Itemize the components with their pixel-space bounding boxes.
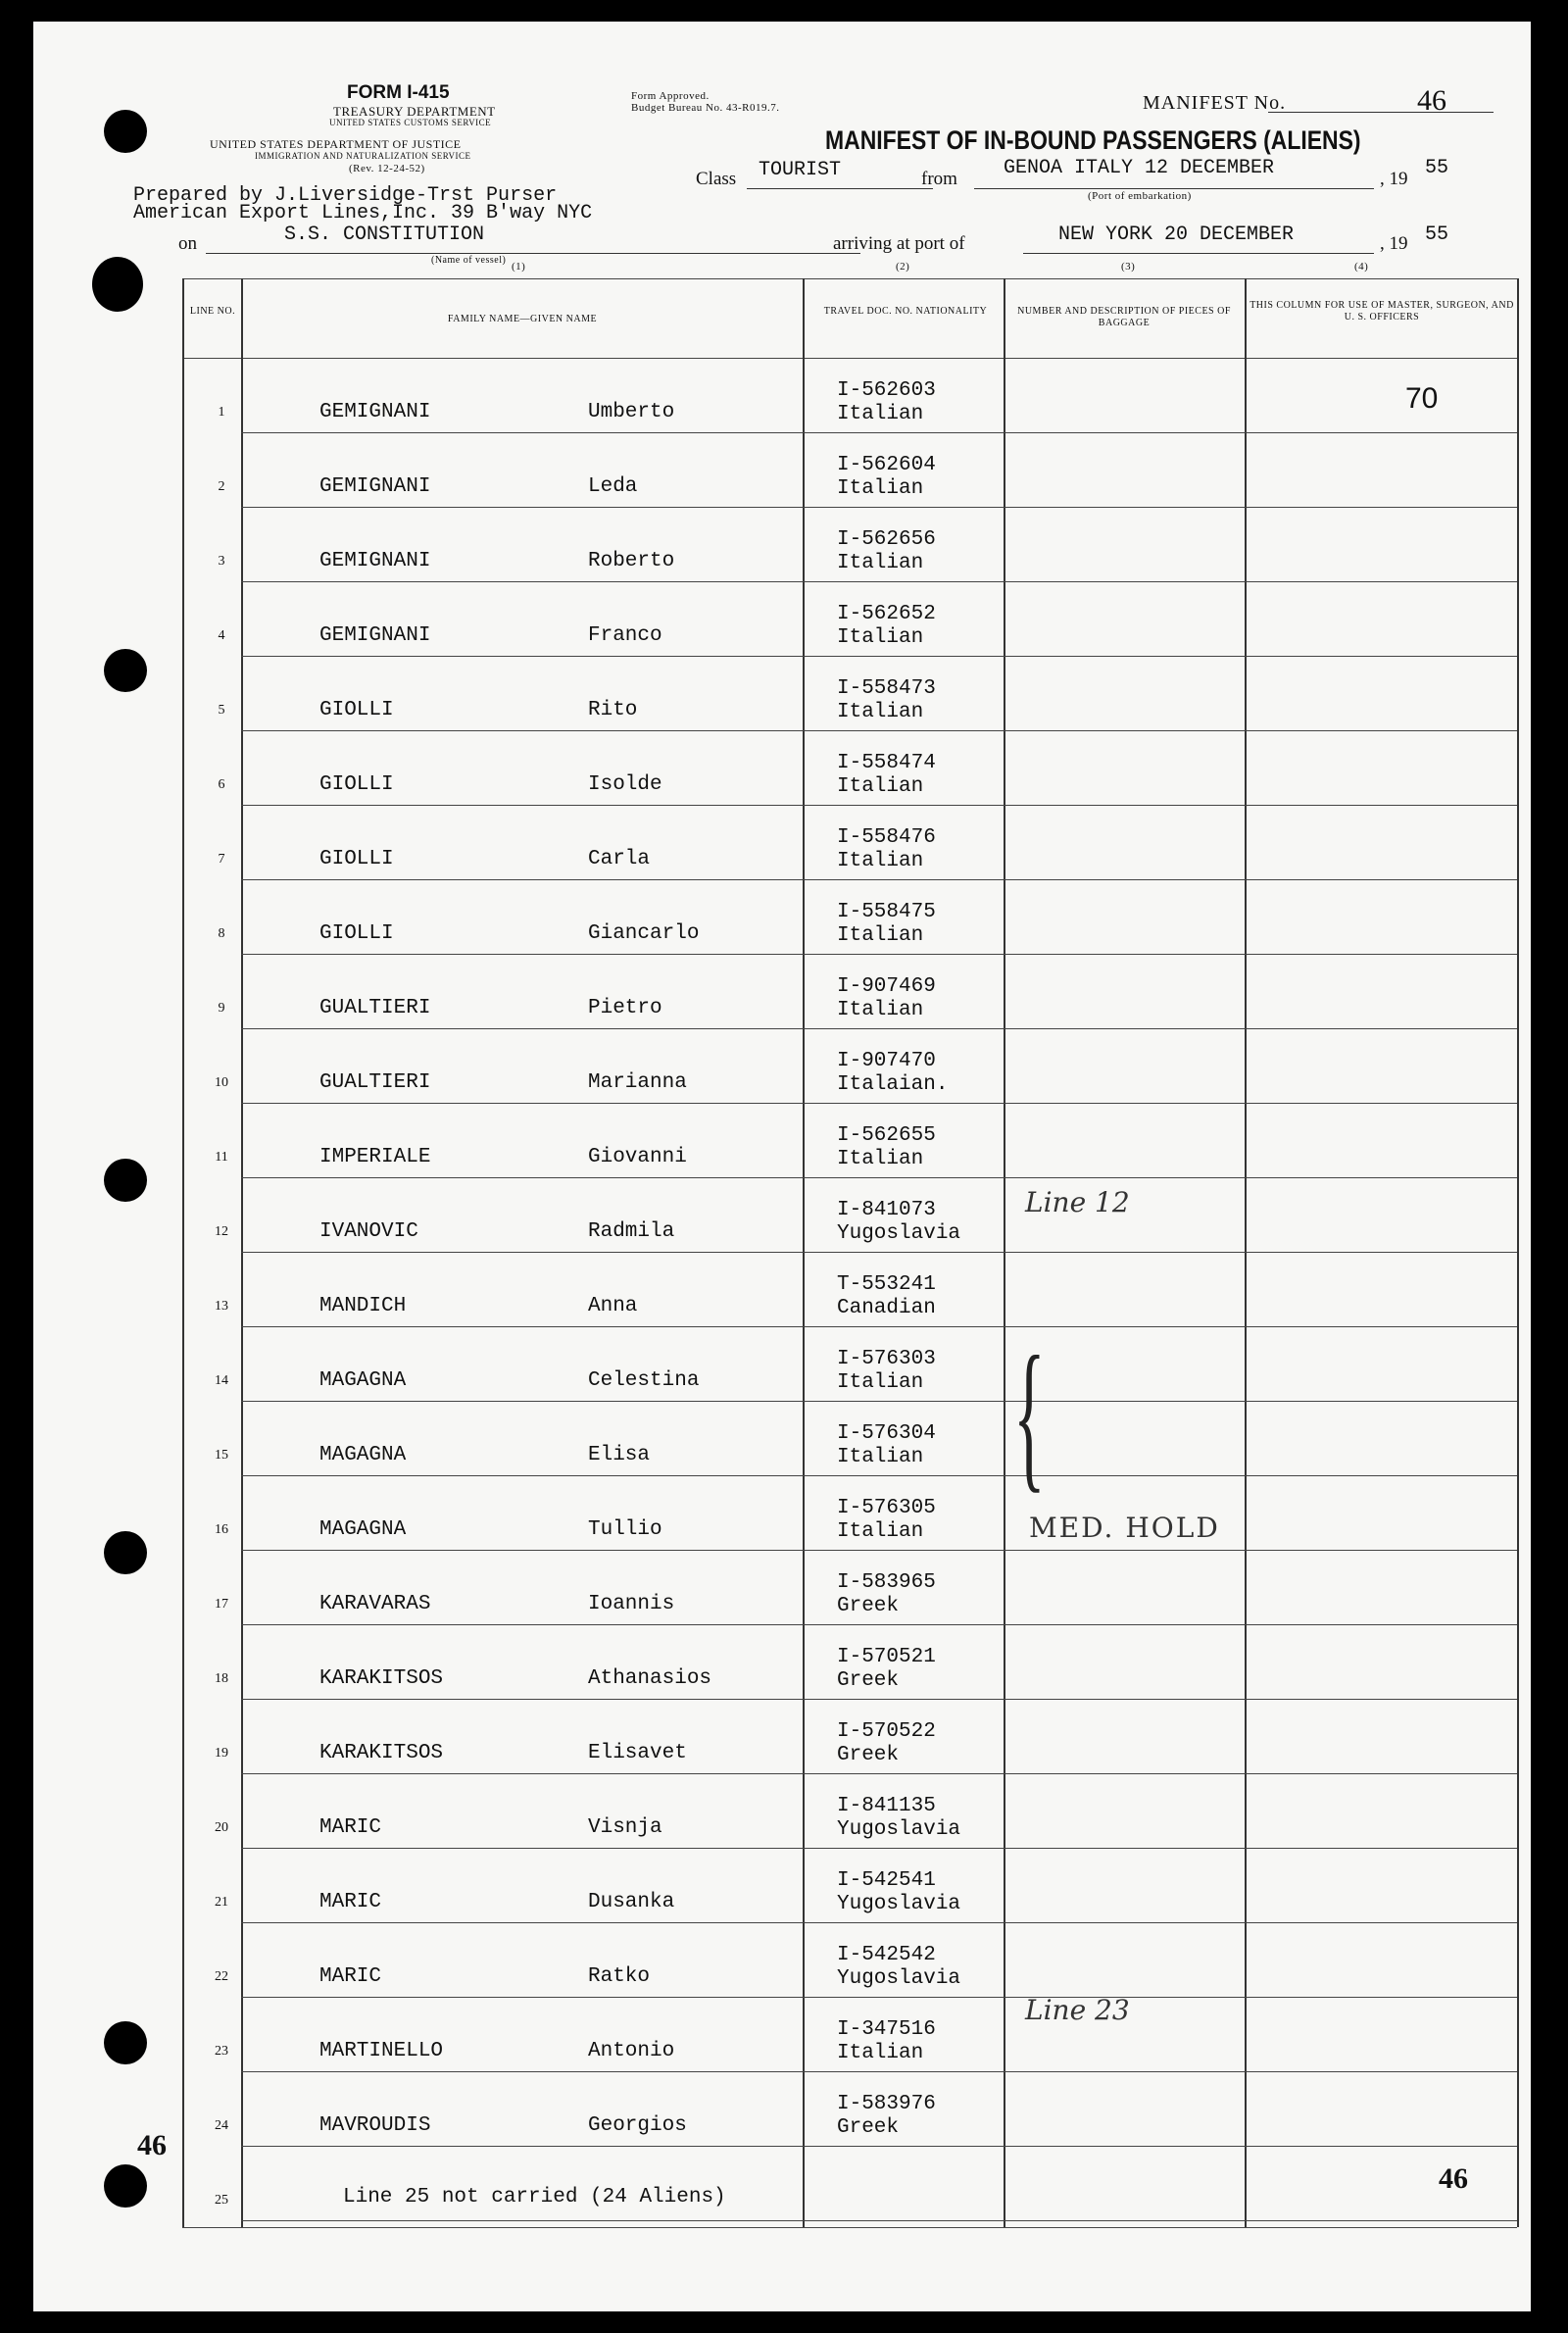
travel-doc-number: I-562604: [837, 454, 936, 476]
nationality: Italian: [837, 924, 924, 947]
family-name: MARIC: [319, 1816, 382, 1839]
col-num-1: (1): [512, 261, 526, 273]
family-name: MARTINELLO: [319, 2040, 444, 2062]
manifest-number: 46: [1417, 84, 1446, 117]
line-number: 1: [218, 405, 225, 420]
family-name: KARAKITSOS: [319, 1667, 444, 1690]
given-name: Ratko: [588, 1965, 651, 1988]
line-number: 8: [218, 926, 225, 941]
customs-service: UNITED STATES CUSTOMS SERVICE: [329, 118, 492, 127]
travel-doc-number: I-583965: [837, 1571, 936, 1594]
family-name: IMPERIALE: [319, 1146, 431, 1168]
col-header-officers: THIS COLUMN FOR USE OF MASTER, SURGEON, AND U. S. OFFICERS: [1250, 300, 1514, 323]
page-number-left: 46: [137, 2129, 167, 2161]
port-embarkation-caption: (Port of embarkation): [1088, 190, 1192, 202]
travel-doc-number: T-553241: [837, 1273, 936, 1296]
given-name: Celestina: [588, 1369, 700, 1392]
travel-doc-number: I-570522: [837, 1720, 936, 1743]
travel-doc-number: I-562655: [837, 1124, 936, 1147]
page-number-right: 46: [1439, 2162, 1468, 2195]
line-number: 18: [215, 1671, 228, 1686]
line-number: 22: [215, 1969, 228, 1984]
travel-doc-number: I-562656: [837, 528, 936, 551]
given-name: Isolde: [588, 773, 662, 796]
family-name: GIOLLI: [319, 922, 394, 945]
given-name: Visnja: [588, 1816, 662, 1839]
from-value: GENOA ITALY 12 DECEMBER: [1004, 157, 1275, 179]
line-number: 15: [215, 1448, 228, 1463]
travel-doc-number: I-558476: [837, 826, 936, 849]
nationality: Canadian: [837, 1297, 936, 1319]
travel-doc-number: I-841073: [837, 1199, 936, 1221]
line-number: 4: [218, 628, 225, 643]
family-name: MARIC: [319, 1965, 382, 1988]
given-name: Antonio: [588, 2040, 675, 2062]
col-header-doc: TRAVEL DOC. NO. NATIONALITY: [823, 306, 988, 317]
nationality: Italian: [837, 1148, 924, 1170]
line-number: 13: [215, 1299, 228, 1314]
manifest-sheet: [33, 22, 1531, 2311]
punch-hole: [104, 1531, 147, 1574]
given-name: Carla: [588, 848, 651, 870]
nationality: Greek: [837, 2116, 900, 2139]
nationality: Italian: [837, 999, 924, 1021]
budget-bureau: Budget Bureau No. 43-R019.7.: [631, 102, 780, 114]
given-name: Marianna: [588, 1071, 687, 1094]
line-number: 3: [218, 554, 225, 569]
travel-doc-number: I-558473: [837, 677, 936, 700]
nationality: Italian: [837, 626, 924, 649]
from-label: from: [921, 169, 957, 189]
nationality: Greek: [837, 1669, 900, 1692]
family-name: GIOLLI: [319, 699, 394, 721]
punch-hole: [104, 2164, 147, 2208]
nationality: Italian: [837, 1371, 924, 1394]
line-number: 5: [218, 703, 225, 718]
nationality: Italian: [837, 477, 924, 500]
nationality: Italian: [837, 403, 924, 425]
given-name: Giancarlo: [588, 922, 700, 945]
nationality: Italaian.: [837, 1073, 949, 1096]
nationality: Italian: [837, 552, 924, 574]
arrival-value: NEW YORK 20 DECEMBER: [1058, 223, 1295, 246]
line-number: 21: [215, 1895, 228, 1910]
col-header-line: LINE NO.: [189, 306, 236, 317]
on-label: on: [178, 233, 197, 254]
line-number: 16: [215, 1522, 228, 1537]
brace-mark: {: [1013, 1322, 1046, 1507]
given-name: Giovanni: [588, 1146, 687, 1168]
line-number: 12: [215, 1224, 228, 1239]
given-name: Leda: [588, 475, 638, 498]
family-name: GEMIGNANI: [319, 475, 431, 498]
family-name: MARIC: [319, 1891, 382, 1913]
given-name: Dusanka: [588, 1891, 675, 1913]
given-name: Roberto: [588, 550, 675, 572]
line-number: 19: [215, 1746, 228, 1761]
family-name: MAGAGNA: [319, 1444, 407, 1466]
given-name: Rito: [588, 699, 638, 721]
line-number: 6: [218, 777, 225, 792]
travel-doc-number: I-576305: [837, 1497, 936, 1519]
officer-value: 70: [1405, 382, 1439, 415]
given-name: Elisavet: [588, 1742, 687, 1764]
nationality: Yugoslavia: [837, 1222, 961, 1245]
year-from-prefix: , 19: [1380, 169, 1408, 189]
form-number: FORM I-415: [347, 82, 450, 103]
given-name: Umberto: [588, 401, 675, 423]
family-name: MAGAGNA: [319, 1518, 407, 1541]
line-number: 11: [215, 1150, 228, 1165]
travel-doc-number: I-542542: [837, 1944, 936, 1966]
manifest-title: MANIFEST OF IN-BOUND PASSENGERS (ALIENS): [825, 125, 1361, 155]
family-name: GUALTIERI: [319, 1071, 431, 1094]
col-num-3: (3): [1121, 261, 1136, 273]
line-number: 9: [218, 1001, 225, 1016]
manifest-number-label: MANIFEST No.: [1143, 92, 1287, 114]
line-number: 25: [215, 2193, 228, 2208]
class-value: TOURIST: [759, 159, 842, 181]
year-from: 55: [1425, 157, 1449, 179]
travel-doc-number: I-562652: [837, 603, 936, 625]
travel-doc-number: I-347516: [837, 2018, 936, 2041]
family-name: GIOLLI: [319, 848, 394, 870]
nationality: Yugoslavia: [837, 1893, 961, 1915]
nationality: Greek: [837, 1744, 900, 1766]
given-name: Radmila: [588, 1220, 675, 1243]
given-name: Elisa: [588, 1444, 651, 1466]
footer-note: Line 25 not carried (24 Aliens): [343, 2186, 726, 2209]
given-name: Anna: [588, 1295, 638, 1317]
line-number: 24: [215, 2118, 228, 2133]
treasury-dept: TREASURY DEPARTMENT: [333, 104, 496, 119]
family-name: GEMIGNANI: [319, 624, 431, 647]
travel-doc-number: I-570521: [837, 1646, 936, 1668]
family-name: IVANOVIC: [319, 1220, 418, 1243]
col-header-baggage: NUMBER AND DESCRIPTION OF PIECES OF BAGGAGE: [1017, 306, 1231, 328]
punch-hole: [92, 257, 143, 312]
justice-dept: UNITED STATES DEPARTMENT OF JUSTICE: [210, 137, 462, 151]
line-number: 17: [215, 1597, 228, 1612]
nationality: Italian: [837, 1446, 924, 1468]
nationality: Italian: [837, 1520, 924, 1543]
family-name: MANDICH: [319, 1295, 407, 1317]
col-header-name: FAMILY NAME—GIVEN NAME: [447, 314, 598, 324]
line-number: 10: [215, 1075, 228, 1090]
nationality: Yugoslavia: [837, 1967, 961, 1990]
col-num-4: (4): [1354, 261, 1369, 273]
revision: (Rev. 12-24-52): [349, 163, 425, 174]
med-hold-note: MED. HOLD: [1029, 1512, 1220, 1544]
given-name: Tullio: [588, 1518, 662, 1541]
punch-hole: [104, 1159, 147, 1202]
travel-doc-number: I-576304: [837, 1422, 936, 1445]
line-number: 20: [215, 1820, 228, 1835]
line23-note: Line 23: [1025, 1994, 1130, 2026]
nationality: Yugoslavia: [837, 1818, 961, 1841]
nationality: Italian: [837, 850, 924, 872]
travel-doc-number: I-576303: [837, 1348, 936, 1370]
family-name: MAVROUDIS: [319, 2114, 431, 2137]
nationality: Italian: [837, 775, 924, 798]
given-name: Athanasios: [588, 1667, 712, 1690]
punch-hole: [104, 2021, 147, 2064]
family-name: GUALTIERI: [319, 997, 431, 1019]
travel-doc-number: I-558475: [837, 901, 936, 923]
line-number: 7: [218, 852, 225, 867]
travel-doc-number: I-542541: [837, 1869, 936, 1892]
class-label: Class: [696, 169, 737, 189]
form-approved: Form Approved.: [631, 90, 710, 102]
family-name: GEMIGNANI: [319, 401, 431, 423]
travel-doc-number: I-907469: [837, 975, 936, 998]
punch-hole: [104, 649, 147, 692]
nationality: Greek: [837, 1595, 900, 1617]
line-number: 2: [218, 479, 225, 494]
given-name: Ioannis: [588, 1593, 675, 1615]
family-name: MAGAGNA: [319, 1369, 407, 1392]
travel-doc-number: I-558474: [837, 752, 936, 774]
nationality: Italian: [837, 2042, 924, 2064]
prepared-by: Prepared by J.Liversidge-Trst Purser: [133, 184, 558, 207]
travel-doc-number: I-841135: [837, 1795, 936, 1817]
travel-doc-number: I-562603: [837, 379, 936, 402]
line-number: 14: [215, 1373, 228, 1388]
line-number: 23: [215, 2044, 228, 2059]
arriving-label: arriving at port of: [833, 233, 965, 254]
year-arrival: 55: [1425, 223, 1449, 246]
family-name: GIOLLI: [319, 773, 394, 796]
family-name: GEMIGNANI: [319, 550, 431, 572]
given-name: Pietro: [588, 997, 662, 1019]
col-num-2: (2): [896, 261, 910, 273]
family-name: KARAKITSOS: [319, 1742, 444, 1764]
family-name: KARAVARAS: [319, 1593, 431, 1615]
nationality: Italian: [837, 701, 924, 723]
vessel-caption: (Name of vessel): [431, 255, 507, 266]
travel-doc-number: I-583976: [837, 2093, 936, 2115]
given-name: Franco: [588, 624, 662, 647]
given-name: Georgios: [588, 2114, 687, 2137]
ins-service: IMMIGRATION AND NATURALIZATION SERVICE: [255, 151, 471, 161]
year-arrival-prefix: , 19: [1380, 233, 1408, 254]
vessel-name: S.S. CONSTITUTION: [284, 223, 485, 246]
travel-doc-number: I-907470: [837, 1050, 936, 1072]
company: American Export Lines,Inc. 39 B'way NYC: [133, 202, 593, 224]
punch-hole: [104, 110, 147, 153]
line12-note: Line 12: [1025, 1186, 1130, 1218]
